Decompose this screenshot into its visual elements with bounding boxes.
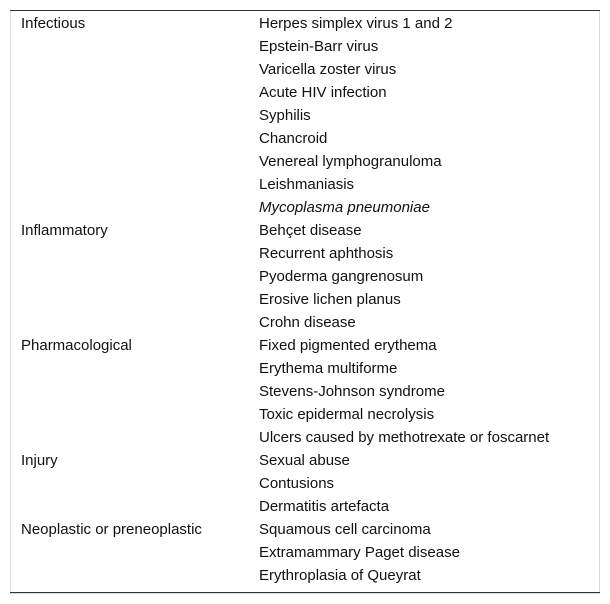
- table-row: [21, 449, 591, 472]
- table-row: [21, 380, 591, 403]
- table-bottom-rule: [10, 592, 600, 593]
- cause-cell: Ulcers caused by methotrexate or foscarnet: [259, 429, 550, 446]
- cause-cell: Pyoderma gangrenosum: [259, 268, 424, 285]
- cause-cell: Chancroid: [259, 130, 328, 147]
- category-cell: Inflammatory: [21, 222, 108, 239]
- table-row: [21, 472, 591, 495]
- cause-cell: Behçet disease: [259, 222, 362, 239]
- table-row: [21, 495, 591, 518]
- table-row: [21, 265, 591, 288]
- table-row: [21, 127, 591, 150]
- table-row: [21, 357, 591, 380]
- table-row: [21, 334, 591, 357]
- table-row: [21, 219, 591, 242]
- cause-cell: Fixed pigmented erythema: [259, 337, 437, 354]
- table-row: [21, 81, 591, 104]
- cause-cell: Venereal lymphogranuloma: [259, 153, 442, 170]
- table-row: [21, 173, 591, 196]
- cause-cell: Toxic epidermal necrolysis: [259, 406, 435, 423]
- table-row: [21, 564, 591, 587]
- cause-cell: Recurrent aphthosis: [259, 245, 394, 262]
- table-row: [21, 311, 591, 334]
- table-top-rule: [10, 10, 600, 11]
- table-row: [21, 150, 591, 173]
- table-row: [21, 426, 591, 449]
- cause-cell: Crohn disease: [259, 314, 356, 331]
- cause-cell: Erythema multiforme: [259, 360, 398, 377]
- cause-cell: Stevens-Johnson syndrome: [259, 383, 445, 400]
- category-cell: Injury: [21, 452, 58, 469]
- table-row: [21, 35, 591, 58]
- cause-cell: Leishmaniasis: [259, 176, 355, 193]
- table-row: [21, 541, 591, 564]
- category-cell: Neoplastic or preneoplastic: [21, 521, 202, 538]
- category-cell: Infectious: [21, 15, 86, 32]
- table-row: [21, 403, 591, 426]
- cause-cell: Extramammary Paget disease: [259, 544, 460, 561]
- cause-cell: Squamous cell carcinoma: [259, 521, 431, 538]
- table-row: [21, 58, 591, 81]
- table-row: [21, 12, 591, 35]
- table-row: [21, 518, 591, 541]
- category-cell: Pharmacological: [21, 337, 132, 354]
- table-row: [21, 104, 591, 127]
- table-row: [21, 288, 591, 311]
- cause-cell: Erosive lichen planus: [259, 291, 401, 308]
- cause-cell: Contusions: [259, 475, 335, 492]
- cause-cell: Epstein-Barr virus: [259, 38, 379, 55]
- cause-cell: Erythroplasia of Queyrat: [259, 567, 421, 584]
- cause-cell: Sexual abuse: [259, 452, 350, 469]
- cause-cell: Acute HIV infection: [259, 84, 387, 101]
- cause-cell: Syphilis: [259, 107, 311, 124]
- cause-cell: Mycoplasma pneumoniae: [259, 199, 430, 216]
- table-row: [21, 242, 591, 265]
- cause-cell: Dermatitis artefacta: [259, 498, 390, 515]
- table-row: [21, 196, 591, 219]
- cause-cell: Varicella zoster virus: [259, 61, 397, 78]
- cause-cell: Herpes simplex virus 1 and 2: [259, 15, 453, 32]
